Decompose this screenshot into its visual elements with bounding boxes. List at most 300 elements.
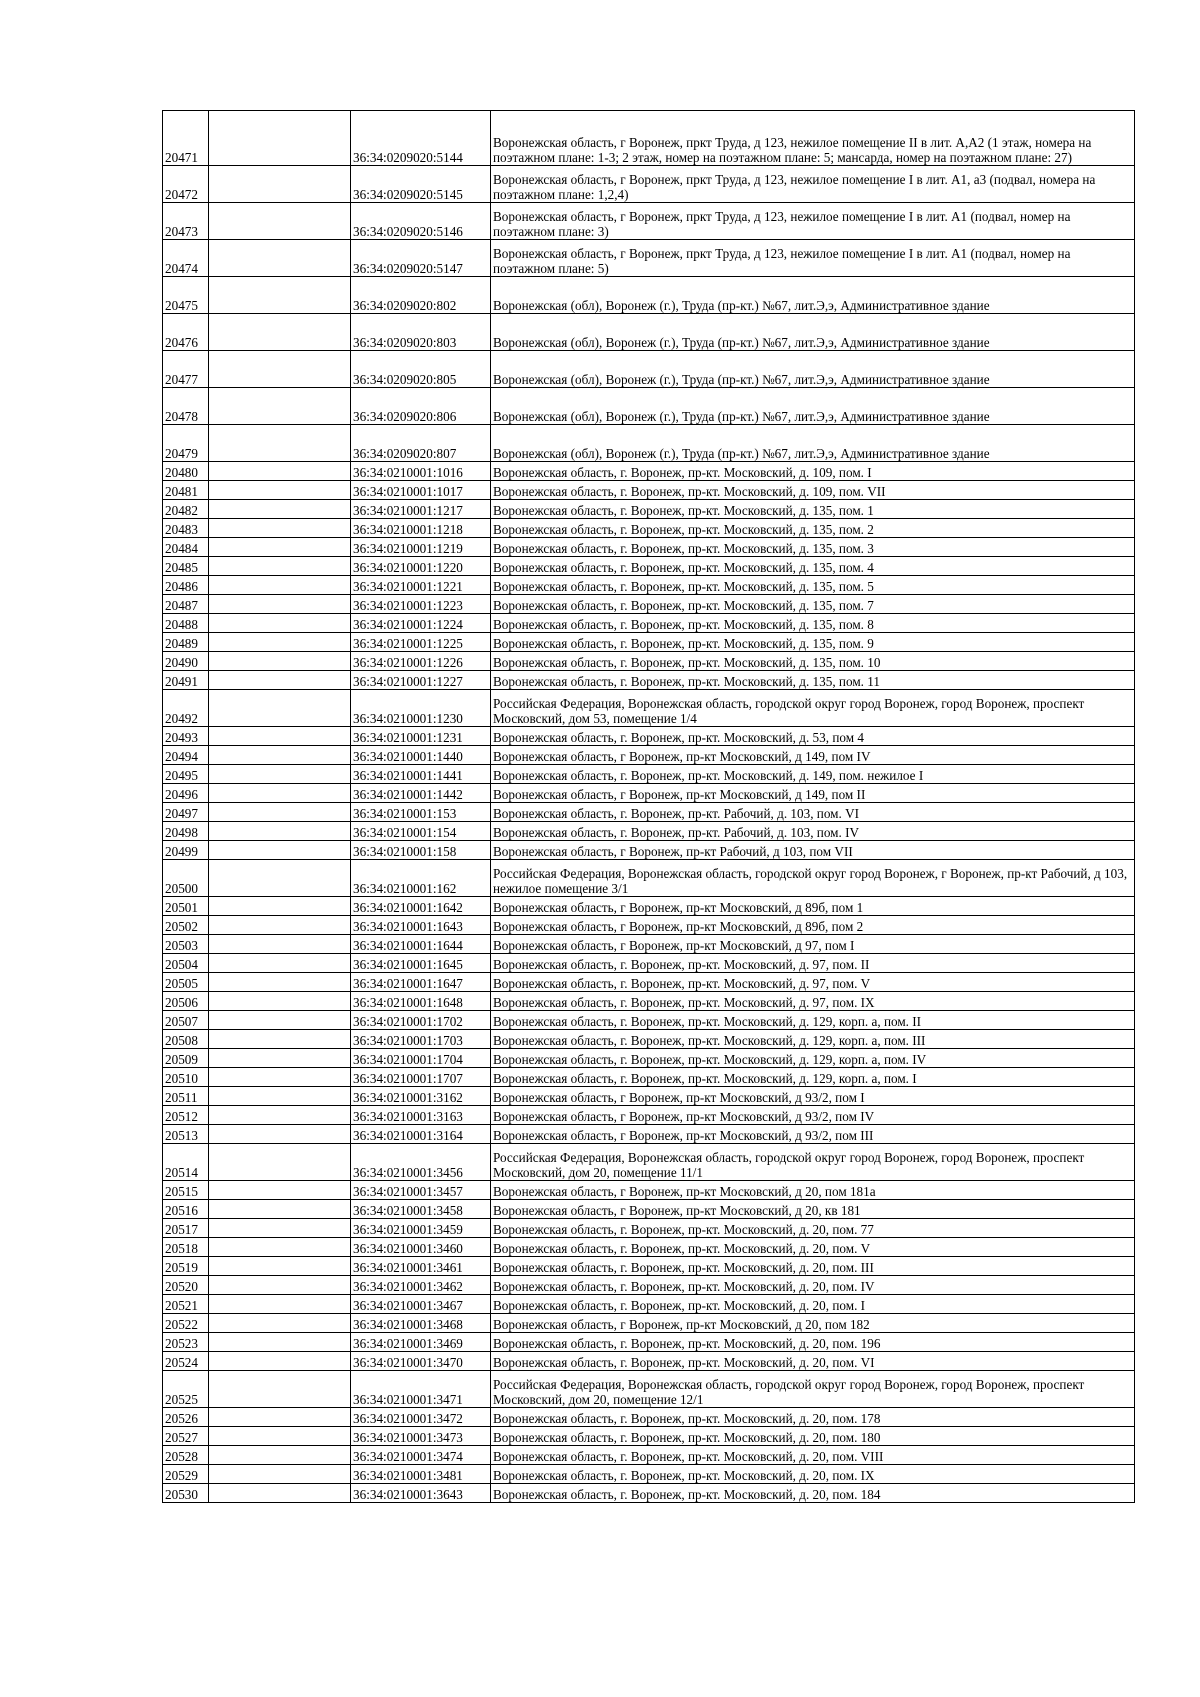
row-number-cell: 20484 (163, 538, 209, 557)
address-cell: Воронежская область, г Воронеж, пркт Труда, д 123, нежилое помещение II в лит. А,А2 (1 этаж, номера на поэтажном плане: 1-3; 2 этаж, номер на поэтажном плане: 5; мансарда, номер на поэтажном плане: 27) (491, 111, 1135, 166)
table-row (163, 1371, 1135, 1408)
address-cell: Воронежская область, г Воронеж, пр-кт Московский, д 149, пом IV (491, 746, 1135, 765)
address-cell: Воронежская область, г. Воронеж, пр-кт. Московский, д. 20, пом. V (491, 1238, 1135, 1257)
address-cell: Воронежская область, г. Воронеж, пр-кт. Московский, д. 135, пом. 5 (491, 576, 1135, 595)
row-number-cell: 20517 (163, 1219, 209, 1238)
empty-cell (209, 860, 351, 897)
address-cell: Воронежская (обл), Воронеж (г.), Труда (пр-кт.) №67, лит.Э,э, Административное здание (491, 351, 1135, 388)
empty-cell (209, 1144, 351, 1181)
cadastral-number-cell: 36:34:0210001:158 (351, 841, 491, 860)
table-row (163, 314, 1135, 351)
cadastral-number-cell: 36:34:0210001:1442 (351, 784, 491, 803)
address-cell: Воронежская область, г Воронеж, пр-кт Московский, д 20, пом 182 (491, 1314, 1135, 1333)
row-number-cell: 20481 (163, 481, 209, 500)
table-row (163, 1068, 1135, 1087)
table-row (163, 1238, 1135, 1257)
table-row (163, 1484, 1135, 1503)
empty-cell (209, 111, 351, 166)
table-row (163, 935, 1135, 954)
address-cell: Воронежская область, г. Воронеж, пр-кт. Московский, д. 20, пом. 184 (491, 1484, 1135, 1503)
row-number-cell: 20518 (163, 1238, 209, 1257)
address-cell: Российская Федерация, Воронежская область, городской округ город Воронеж, город Воронеж, проспект Московский, дом 20, помещение 11/1 (491, 1144, 1135, 1181)
table-row (163, 519, 1135, 538)
cadastral-number-cell: 36:34:0210001:1016 (351, 462, 491, 481)
address-cell: Воронежская область, г. Воронеж, пр-кт. Московский, д. 20, пом. 178 (491, 1408, 1135, 1427)
empty-cell (209, 557, 351, 576)
empty-cell (209, 203, 351, 240)
cadastral-number-cell: 36:34:0209020:805 (351, 351, 491, 388)
table-row (163, 765, 1135, 784)
address-cell: Воронежская область, г Воронеж, пр-кт Московский, д 89б, пом 2 (491, 916, 1135, 935)
row-number-cell: 20473 (163, 203, 209, 240)
table-row (163, 1314, 1135, 1333)
table-row (163, 916, 1135, 935)
address-cell: Воронежская область, г. Воронеж, пр-кт. Московский, д. 129, корп. а, пом. I (491, 1068, 1135, 1087)
address-cell: Воронежская область, г Воронеж, пр-кт Московский, д 89б, пом 1 (491, 897, 1135, 916)
empty-cell (209, 690, 351, 727)
empty-cell (209, 481, 351, 500)
address-cell: Воронежская область, г. Воронеж, пр-кт. Московский, д. 135, пом. 2 (491, 519, 1135, 538)
table-row (163, 576, 1135, 595)
table-row (163, 954, 1135, 973)
cadastral-number-cell: 36:34:0210001:3457 (351, 1181, 491, 1200)
table-row (163, 614, 1135, 633)
table-row (163, 822, 1135, 841)
row-number-cell: 20476 (163, 314, 209, 351)
empty-cell (209, 1011, 351, 1030)
empty-cell (209, 500, 351, 519)
address-cell: Воронежская (обл), Воронеж (г.), Труда (пр-кт.) №67, лит.Э,э, Административное здание (491, 425, 1135, 462)
table-row (163, 1049, 1135, 1068)
row-number-cell: 20497 (163, 803, 209, 822)
row-number-cell: 20516 (163, 1200, 209, 1219)
address-cell: Воронежская область, г. Воронеж, пр-кт. Московский, д. 135, пом. 1 (491, 500, 1135, 519)
cadastral-number-cell: 36:34:0209020:5144 (351, 111, 491, 166)
empty-cell (209, 671, 351, 690)
row-number-cell: 20512 (163, 1106, 209, 1125)
address-cell: Воронежская область, г Воронеж, пркт Труда, д 123, нежилое помещение I в лит. А1, а3 (подвал, номера на поэтажном плане: 1,2,4) (491, 166, 1135, 203)
row-number-cell: 20494 (163, 746, 209, 765)
row-number-cell: 20492 (163, 690, 209, 727)
table-row (163, 1106, 1135, 1125)
table-row (163, 1087, 1135, 1106)
row-number-cell: 20514 (163, 1144, 209, 1181)
registry-table (162, 110, 1135, 1503)
empty-cell (209, 765, 351, 784)
address-cell: Воронежская область, г Воронеж, пр-кт Московский, д 97, пом I (491, 935, 1135, 954)
row-number-cell: 20519 (163, 1257, 209, 1276)
empty-cell (209, 388, 351, 425)
table-row (163, 1181, 1135, 1200)
empty-cell (209, 1068, 351, 1087)
row-number-cell: 20505 (163, 973, 209, 992)
cadastral-number-cell: 36:34:0210001:1647 (351, 973, 491, 992)
row-number-cell: 20527 (163, 1427, 209, 1446)
empty-cell (209, 240, 351, 277)
empty-cell (209, 1106, 351, 1125)
cadastral-number-cell: 36:34:0210001:1227 (351, 671, 491, 690)
row-number-cell: 20490 (163, 652, 209, 671)
empty-cell (209, 1446, 351, 1465)
empty-cell (209, 1427, 351, 1446)
row-number-cell: 20474 (163, 240, 209, 277)
table-row (163, 538, 1135, 557)
cadastral-number-cell: 36:34:0210001:154 (351, 822, 491, 841)
address-cell: Воронежская область, г. Воронеж, пр-кт. Московский, д. 20, пом. III (491, 1257, 1135, 1276)
cadastral-number-cell: 36:34:0210001:3481 (351, 1465, 491, 1484)
address-cell: Воронежская область, г Воронеж, пр-кт Московский, д 149, пом II (491, 784, 1135, 803)
empty-cell (209, 633, 351, 652)
address-cell: Воронежская область, г Воронеж, пр-кт Рабочий, д 103, пом VII (491, 841, 1135, 860)
cadastral-number-cell: 36:34:0210001:1642 (351, 897, 491, 916)
address-cell: Воронежская область, г Воронеж, пркт Труда, д 123, нежилое помещение I в лит. А1 (подвал, номер на поэтажном плане: 3) (491, 203, 1135, 240)
table-row (163, 803, 1135, 822)
cadastral-number-cell: 36:34:0210001:1702 (351, 1011, 491, 1030)
empty-cell (209, 1371, 351, 1408)
row-number-cell: 20482 (163, 500, 209, 519)
address-cell: Воронежская область, г. Воронеж, пр-кт. Московский, д. 135, пом. 7 (491, 595, 1135, 614)
empty-cell (209, 1465, 351, 1484)
cadastral-number-cell: 36:34:0210001:3460 (351, 1238, 491, 1257)
empty-cell (209, 746, 351, 765)
empty-cell (209, 1257, 351, 1276)
empty-cell (209, 1238, 351, 1257)
cadastral-number-cell: 36:34:0209020:5146 (351, 203, 491, 240)
cadastral-number-cell: 36:34:0210001:1224 (351, 614, 491, 633)
table-row (163, 1333, 1135, 1352)
address-cell: Воронежская область, г. Воронеж, пр-кт. Московский, д. 135, пом. 9 (491, 633, 1135, 652)
row-number-cell: 20520 (163, 1276, 209, 1295)
address-cell: Воронежская область, г. Воронеж, пр-кт. Московский, д. 135, пом. 3 (491, 538, 1135, 557)
row-number-cell: 20480 (163, 462, 209, 481)
empty-cell (209, 784, 351, 803)
table-row (163, 595, 1135, 614)
cadastral-number-cell: 36:34:0210001:1231 (351, 727, 491, 746)
cadastral-number-cell: 36:34:0210001:1217 (351, 500, 491, 519)
empty-cell (209, 992, 351, 1011)
empty-cell (209, 1049, 351, 1068)
empty-cell (209, 1030, 351, 1049)
empty-cell (209, 1087, 351, 1106)
address-cell: Воронежская (обл), Воронеж (г.), Труда (пр-кт.) №67, лит.Э,э, Административное здание (491, 314, 1135, 351)
empty-cell (209, 1295, 351, 1314)
cadastral-number-cell: 36:34:0209020:807 (351, 425, 491, 462)
address-cell: Воронежская область, г Воронеж, пркт Труда, д 123, нежилое помещение I в лит. А1 (подвал, номер на поэтажном плане: 5) (491, 240, 1135, 277)
empty-cell (209, 1200, 351, 1219)
table-row (163, 784, 1135, 803)
address-cell: Воронежская область, г Воронеж, пр-кт Московский, д 93/2, пом IV (491, 1106, 1135, 1125)
empty-cell (209, 519, 351, 538)
cadastral-number-cell: 36:34:0209020:802 (351, 277, 491, 314)
cadastral-number-cell: 36:34:0210001:3468 (351, 1314, 491, 1333)
row-number-cell: 20471 (163, 111, 209, 166)
cadastral-number-cell: 36:34:0209020:803 (351, 314, 491, 351)
empty-cell (209, 1219, 351, 1238)
table-row (163, 690, 1135, 727)
empty-cell (209, 351, 351, 388)
cadastral-number-cell: 36:34:0210001:3456 (351, 1144, 491, 1181)
table-row (163, 652, 1135, 671)
cadastral-number-cell: 36:34:0210001:3471 (351, 1371, 491, 1408)
row-number-cell: 20521 (163, 1295, 209, 1314)
row-number-cell: 20487 (163, 595, 209, 614)
cadastral-number-cell: 36:34:0210001:1644 (351, 935, 491, 954)
table-row (163, 746, 1135, 765)
registry-table-body (163, 111, 1135, 1503)
cadastral-number-cell: 36:34:0210001:3459 (351, 1219, 491, 1238)
cadastral-number-cell: 36:34:0210001:3643 (351, 1484, 491, 1503)
row-number-cell: 20478 (163, 388, 209, 425)
address-cell: Воронежская область, г. Воронеж, пр-кт. Московский, д. 129, корп. а, пом. III (491, 1030, 1135, 1049)
address-cell: Воронежская область, г. Воронеж, пр-кт. Московский, д. 129, корп. а, пом. II (491, 1011, 1135, 1030)
table-row (163, 500, 1135, 519)
row-number-cell: 20507 (163, 1011, 209, 1030)
table-row (163, 671, 1135, 690)
address-cell: Воронежская область, г. Воронеж, пр-кт. Московский, д. 20, пом. 180 (491, 1427, 1135, 1446)
cadastral-number-cell: 36:34:0210001:153 (351, 803, 491, 822)
cadastral-number-cell: 36:34:0210001:3162 (351, 1087, 491, 1106)
address-cell: Воронежская область, г. Воронеж, пр-кт. Рабочий, д. 103, пом. VI (491, 803, 1135, 822)
table-row (163, 633, 1135, 652)
empty-cell (209, 1181, 351, 1200)
address-cell: Воронежская область, г. Воронеж, пр-кт. Московский, д. 109, пом. I (491, 462, 1135, 481)
table-row (163, 351, 1135, 388)
empty-cell (209, 822, 351, 841)
empty-cell (209, 1484, 351, 1503)
cadastral-number-cell: 36:34:0209020:5145 (351, 166, 491, 203)
cadastral-number-cell: 36:34:0210001:3469 (351, 1333, 491, 1352)
row-number-cell: 20499 (163, 841, 209, 860)
table-row (163, 481, 1135, 500)
empty-cell (209, 935, 351, 954)
address-cell: Воронежская область, г. Воронеж, пр-кт. Московский, д. 135, пом. 11 (491, 671, 1135, 690)
row-number-cell: 20523 (163, 1333, 209, 1352)
address-cell: Воронежская (обл), Воронеж (г.), Труда (пр-кт.) №67, лит.Э,э, Административное здание (491, 388, 1135, 425)
address-cell: Российская Федерация, Воронежская область, городской округ город Воронеж, г Воронеж, пр-кт Рабочий, д 103, нежилое помещение 3/1 (491, 860, 1135, 897)
empty-cell (209, 841, 351, 860)
cadastral-number-cell: 36:34:0210001:3473 (351, 1427, 491, 1446)
address-cell: Воронежская область, г Воронеж, пр-кт Московский, д 93/2, пом III (491, 1125, 1135, 1144)
cadastral-number-cell: 36:34:0210001:3470 (351, 1352, 491, 1371)
row-number-cell: 20515 (163, 1181, 209, 1200)
empty-cell (209, 803, 351, 822)
cadastral-number-cell: 36:34:0210001:1017 (351, 481, 491, 500)
address-cell: Воронежская область, г. Воронеж, пр-кт. Московский, д. 109, пом. VII (491, 481, 1135, 500)
empty-cell (209, 1125, 351, 1144)
cadastral-number-cell: 36:34:0210001:1219 (351, 538, 491, 557)
cadastral-number-cell: 36:34:0209020:806 (351, 388, 491, 425)
address-cell: Воронежская область, г. Воронеж, пр-кт. Рабочий, д. 103, пом. IV (491, 822, 1135, 841)
row-number-cell: 20486 (163, 576, 209, 595)
row-number-cell: 20503 (163, 935, 209, 954)
row-number-cell: 20485 (163, 557, 209, 576)
row-number-cell: 20479 (163, 425, 209, 462)
table-row (163, 557, 1135, 576)
cadastral-number-cell: 36:34:0210001:1221 (351, 576, 491, 595)
row-number-cell: 20483 (163, 519, 209, 538)
cadastral-number-cell: 36:34:0210001:1707 (351, 1068, 491, 1087)
cadastral-number-cell: 36:34:0210001:1440 (351, 746, 491, 765)
cadastral-number-cell: 36:34:0210001:3462 (351, 1276, 491, 1295)
row-number-cell: 20528 (163, 1446, 209, 1465)
row-number-cell: 20506 (163, 992, 209, 1011)
cadastral-number-cell: 36:34:0210001:1648 (351, 992, 491, 1011)
row-number-cell: 20509 (163, 1049, 209, 1068)
empty-cell (209, 166, 351, 203)
cadastral-number-cell: 36:34:0210001:3474 (351, 1446, 491, 1465)
row-number-cell: 20475 (163, 277, 209, 314)
cadastral-number-cell: 36:34:0210001:1704 (351, 1049, 491, 1068)
row-number-cell: 20488 (163, 614, 209, 633)
address-cell: Воронежская область, г. Воронеж, пр-кт. Московский, д. 20, пом. I (491, 1295, 1135, 1314)
row-number-cell: 20510 (163, 1068, 209, 1087)
cadastral-number-cell: 36:34:0210001:162 (351, 860, 491, 897)
cadastral-number-cell: 36:34:0210001:1218 (351, 519, 491, 538)
row-number-cell: 20522 (163, 1314, 209, 1333)
table-row (163, 277, 1135, 314)
table-row (163, 1427, 1135, 1446)
cadastral-number-cell: 36:34:0210001:3472 (351, 1408, 491, 1427)
empty-cell (209, 954, 351, 973)
address-cell: Воронежская область, г. Воронеж, пр-кт. Московский, д. 20, пом. VIII (491, 1446, 1135, 1465)
address-cell: Воронежская область, г Воронеж, пр-кт Московский, д 93/2, пом I (491, 1087, 1135, 1106)
table-row (163, 992, 1135, 1011)
cadastral-number-cell: 36:34:0210001:1643 (351, 916, 491, 935)
empty-cell (209, 1352, 351, 1371)
empty-cell (209, 727, 351, 746)
row-number-cell: 20498 (163, 822, 209, 841)
empty-cell (209, 1408, 351, 1427)
empty-cell (209, 538, 351, 557)
address-cell: Воронежская область, г. Воронеж, пр-кт. Московский, д. 129, корп. а, пом. IV (491, 1049, 1135, 1068)
row-number-cell: 20504 (163, 954, 209, 973)
table-row (163, 841, 1135, 860)
empty-cell (209, 614, 351, 633)
address-cell: Воронежская (обл), Воронеж (г.), Труда (пр-кт.) №67, лит.Э,э, Административное здание (491, 277, 1135, 314)
cadastral-number-cell: 36:34:0210001:3467 (351, 1295, 491, 1314)
table-row (163, 1446, 1135, 1465)
empty-cell (209, 425, 351, 462)
address-cell: Воронежская область, г. Воронеж, пр-кт. Московский, д. 97, пом. II (491, 954, 1135, 973)
row-number-cell: 20491 (163, 671, 209, 690)
row-number-cell: 20529 (163, 1465, 209, 1484)
row-number-cell: 20511 (163, 1087, 209, 1106)
table-row (163, 388, 1135, 425)
row-number-cell: 20477 (163, 351, 209, 388)
row-number-cell: 20526 (163, 1408, 209, 1427)
table-row (163, 1200, 1135, 1219)
table-row (163, 1352, 1135, 1371)
table-row (163, 860, 1135, 897)
row-number-cell: 20501 (163, 897, 209, 916)
cadastral-number-cell: 36:34:0210001:1226 (351, 652, 491, 671)
address-cell: Воронежская область, г. Воронеж, пр-кт. Московский, д. 20, пом. 77 (491, 1219, 1135, 1238)
address-cell: Воронежская область, г. Воронеж, пр-кт. Московский, д. 20, пом. VI (491, 1352, 1135, 1371)
table-row (163, 727, 1135, 746)
address-cell: Воронежская область, г. Воронеж, пр-кт. Московский, д. 135, пом. 8 (491, 614, 1135, 633)
table-row (163, 166, 1135, 203)
cadastral-number-cell: 36:34:0210001:1441 (351, 765, 491, 784)
row-number-cell: 20530 (163, 1484, 209, 1503)
table-row (163, 1219, 1135, 1238)
row-number-cell: 20513 (163, 1125, 209, 1144)
row-number-cell: 20489 (163, 633, 209, 652)
address-cell: Воронежская область, г. Воронеж, пр-кт. Московский, д. 20, пом. IV (491, 1276, 1135, 1295)
cadastral-number-cell: 36:34:0210001:3461 (351, 1257, 491, 1276)
address-cell: Российская Федерация, Воронежская область, городской округ город Воронеж, город Воронеж, проспект Московский, дом 20, помещение 12/1 (491, 1371, 1135, 1408)
table-row (163, 1276, 1135, 1295)
address-cell: Воронежская область, г. Воронеж, пр-кт. Московский, д. 149, пом. нежилое I (491, 765, 1135, 784)
address-cell: Воронежская область, г. Воронеж, пр-кт. Московский, д. 53, пом 4 (491, 727, 1135, 746)
address-cell: Воронежская область, г Воронеж, пр-кт Московский, д 20, пом 181а (491, 1181, 1135, 1200)
row-number-cell: 20472 (163, 166, 209, 203)
empty-cell (209, 652, 351, 671)
row-number-cell: 20496 (163, 784, 209, 803)
row-number-cell: 20508 (163, 1030, 209, 1049)
empty-cell (209, 1333, 351, 1352)
empty-cell (209, 973, 351, 992)
table-row (163, 1408, 1135, 1427)
address-cell: Воронежская область, г. Воронеж, пр-кт. Московский, д. 20, пом. 196 (491, 1333, 1135, 1352)
table-row (163, 111, 1135, 166)
table-row (163, 1011, 1135, 1030)
empty-cell (209, 277, 351, 314)
cadastral-number-cell: 36:34:0209020:5147 (351, 240, 491, 277)
empty-cell (209, 462, 351, 481)
row-number-cell: 20500 (163, 860, 209, 897)
cadastral-number-cell: 36:34:0210001:1223 (351, 595, 491, 614)
empty-cell (209, 916, 351, 935)
table-row (163, 240, 1135, 277)
address-cell: Воронежская область, г Воронеж, пр-кт Московский, д 20, кв 181 (491, 1200, 1135, 1219)
cadastral-number-cell: 36:34:0210001:3458 (351, 1200, 491, 1219)
row-number-cell: 20525 (163, 1371, 209, 1408)
table-row (163, 203, 1135, 240)
table-row (163, 1257, 1135, 1276)
table-row (163, 973, 1135, 992)
empty-cell (209, 897, 351, 916)
table-row (163, 1465, 1135, 1484)
address-cell: Воронежская область, г. Воронеж, пр-кт. Московский, д. 97, пом. V (491, 973, 1135, 992)
table-row (163, 425, 1135, 462)
cadastral-number-cell: 36:34:0210001:1225 (351, 633, 491, 652)
row-number-cell: 20495 (163, 765, 209, 784)
cadastral-number-cell: 36:34:0210001:3163 (351, 1106, 491, 1125)
cadastral-number-cell: 36:34:0210001:1220 (351, 557, 491, 576)
empty-cell (209, 595, 351, 614)
cadastral-number-cell: 36:34:0210001:1645 (351, 954, 491, 973)
address-cell: Воронежская область, г. Воронеж, пр-кт. Московский, д. 135, пом. 4 (491, 557, 1135, 576)
row-number-cell: 20502 (163, 916, 209, 935)
table-row (163, 462, 1135, 481)
address-cell: Российская Федерация, Воронежская область, городской округ город Воронеж, город Воронеж, проспект Московский, дом 53, помещение 1/4 (491, 690, 1135, 727)
cadastral-number-cell: 36:34:0210001:1703 (351, 1030, 491, 1049)
table-row (163, 897, 1135, 916)
address-cell: Воронежская область, г. Воронеж, пр-кт. Московский, д. 97, пом. IX (491, 992, 1135, 1011)
address-cell: Воронежская область, г. Воронеж, пр-кт. Московский, д. 20, пом. IX (491, 1465, 1135, 1484)
table-row (163, 1295, 1135, 1314)
cadastral-number-cell: 36:34:0210001:3164 (351, 1125, 491, 1144)
empty-cell (209, 1314, 351, 1333)
table-row (163, 1144, 1135, 1181)
empty-cell (209, 576, 351, 595)
row-number-cell: 20524 (163, 1352, 209, 1371)
empty-cell (209, 1276, 351, 1295)
address-cell: Воронежская область, г. Воронеж, пр-кт. Московский, д. 135, пом. 10 (491, 652, 1135, 671)
empty-cell (209, 314, 351, 351)
cadastral-number-cell: 36:34:0210001:1230 (351, 690, 491, 727)
table-row (163, 1125, 1135, 1144)
